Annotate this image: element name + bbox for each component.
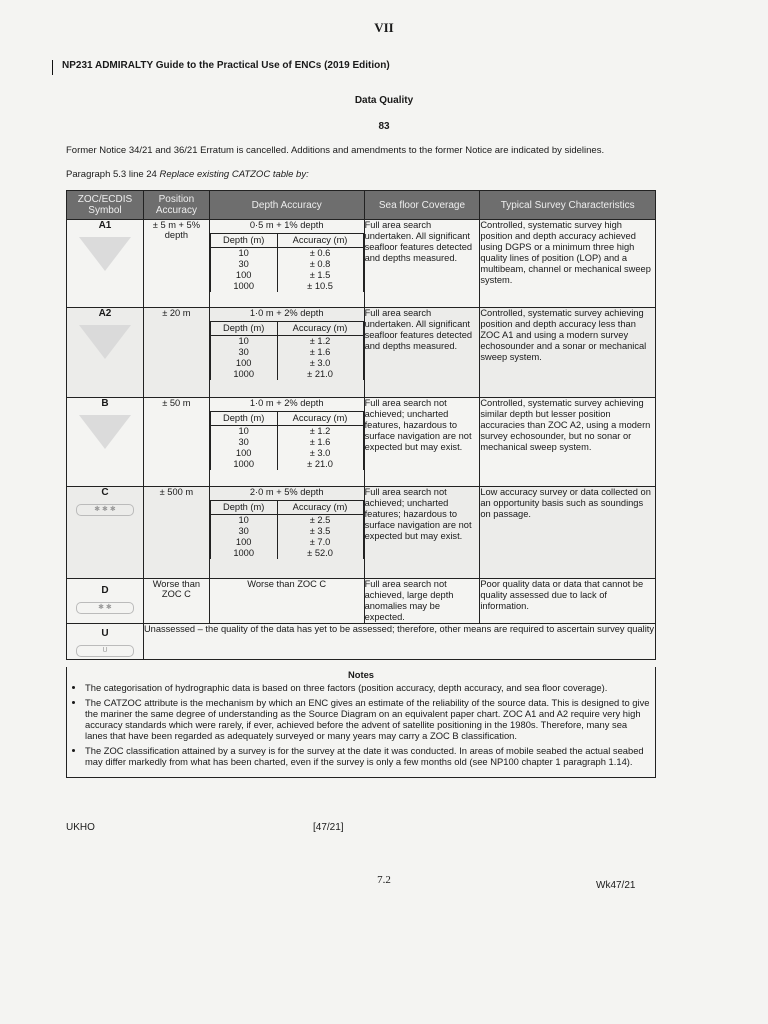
depth-value: 100	[210, 448, 277, 459]
accuracy-value: ± 52.0	[277, 548, 363, 559]
accuracy-value: ± 1.2	[277, 426, 363, 438]
zoc-cell	[67, 308, 144, 398]
depth-formula: 1·0 m + 2% depth	[249, 308, 324, 318]
depth-accuracy-cell	[209, 220, 364, 308]
depth-col-header: Depth (m)	[210, 322, 277, 336]
coverage-cell: Full area search undertaken. All significant seafloor features detected and depths measured.	[364, 220, 480, 308]
zoc-cell	[67, 579, 144, 624]
depth-value: 1000	[210, 548, 277, 559]
table-row-d	[67, 579, 656, 624]
typical-survey-cell: Low accuracy survey or data collected on an opportunity basis such as soundings on passage.	[480, 487, 656, 579]
header-position-accuracy: Position Accuracy	[143, 191, 209, 220]
accuracy-value: ± 21.0	[277, 459, 363, 470]
depth-accuracy-cell	[209, 487, 364, 579]
accuracy-value: ± 1.6	[277, 347, 363, 358]
accuracy-value: ± 0.6	[277, 248, 363, 260]
notes-box	[66, 667, 656, 778]
accuracy-value: ± 1.2	[277, 336, 363, 348]
catzoc-d-icon: ✱ ✱	[76, 602, 134, 614]
table-row-a1	[67, 220, 656, 308]
paragraph-reference	[66, 169, 309, 180]
zoc-label: C	[101, 487, 109, 498]
accuracy-value: ± 7.0	[277, 537, 363, 548]
depth-col-header: Depth (m)	[210, 234, 277, 248]
accuracy-value: ± 1.5	[277, 270, 363, 281]
accuracy-value: ± 10.5	[277, 281, 363, 292]
catzoc-b-icon	[79, 415, 131, 449]
zoc-label: A2	[98, 308, 112, 319]
depth-col-header: Depth (m)	[210, 412, 277, 426]
catzoc-u-icon: U	[76, 645, 134, 657]
accuracy-value: ± 3.0	[277, 358, 363, 369]
depth-formula: 2·0 m + 5% depth	[249, 487, 324, 497]
note-item: • The categorisation of hydrographic data is based on three factors (position accuracy, depth accuracy, and sea floor coverage).	[85, 682, 651, 693]
position-accuracy-cell: ± 5 m + 5% depth	[143, 220, 209, 308]
table-header-row	[67, 191, 656, 220]
catzoc-table	[66, 190, 656, 660]
note-item: • The CATZOC attribute is the mechanism by which an ENC gives an estimate of the reliability of the source data. This is designed to give the mariner the same degree of understanding as the Source Diagram on an equivalent paper chart. ZOC A1 and A2 require very high accuracy standards which were rarely, if ever, achieved before the advent of satellite positioning in the 1980s. Therefore, many sea lanes that have been regarded as adequately surveyed or many years may carry a ZOC B classification.	[85, 697, 651, 741]
depth-value: 30	[210, 259, 277, 270]
catzoc-a1-icon	[79, 237, 131, 271]
table-row-u	[67, 624, 656, 660]
accuracy-col-header: Accuracy (m)	[277, 501, 363, 515]
typical-survey-cell: Controlled, systematic survey high position and depth accuracy achieved using DGPS or a minimum three high quality lines of position (LOP) and a multibeam, channel or mechanical sweep system.	[480, 220, 656, 308]
depth-col-header: Depth (m)	[210, 501, 277, 515]
coverage-cell: Full area search not achieved, large depth anomalies may be expected.	[364, 579, 480, 624]
accuracy-value: ± 1.6	[277, 437, 363, 448]
depth-value: 1000	[210, 369, 277, 380]
depth-value: 10	[210, 248, 277, 260]
table-row-a2	[67, 308, 656, 398]
accuracy-value: ± 3.0	[277, 448, 363, 459]
zoc-cell	[67, 624, 144, 660]
paragraph-reference-instruction: Replace existing CATZOC table by:	[159, 169, 309, 180]
zoc-label: B	[101, 398, 109, 409]
notice-number: 83	[378, 121, 390, 132]
depth-subtable	[210, 411, 364, 470]
document-title: NP231 ADMIRALTY Guide to the Practical Use of ENCs (2019 Edition)	[62, 60, 390, 71]
depth-subtable	[210, 233, 364, 292]
depth-value: 1000	[210, 281, 277, 292]
depth-value: 100	[210, 537, 277, 548]
depth-value: 10	[210, 426, 277, 438]
depth-value: 30	[210, 526, 277, 537]
section-title: Data Quality	[354, 95, 414, 106]
footer-week: Wk47/21	[596, 880, 636, 891]
page-number-roman: VII	[374, 20, 394, 35]
depth-subtable	[210, 500, 364, 559]
zoc-label: U	[101, 628, 109, 639]
accuracy-value: ± 3.5	[277, 526, 363, 537]
depth-value: 100	[210, 270, 277, 281]
depth-subtable	[210, 321, 364, 380]
position-accuracy-cell: Worse than ZOC C	[143, 579, 209, 624]
footer-page-number: 7.2	[377, 874, 391, 886]
unassessed-description: Unassessed – the quality of the data has yet to be assessed; therefore, other means are required to ascertain survey quality	[143, 624, 655, 660]
accuracy-value: ± 21.0	[277, 369, 363, 380]
depth-accuracy-cell: Worse than ZOC C	[209, 579, 364, 624]
position-accuracy-cell: ± 50 m	[143, 398, 209, 487]
depth-value: 1000	[210, 459, 277, 470]
header-zoc-symbol: ZOC/ECDIS Symbol	[67, 191, 144, 220]
notice-reference: [47/21]	[313, 822, 344, 833]
accuracy-value: ± 2.5	[277, 515, 363, 527]
typical-survey-cell: Controlled, systematic survey achieving similar depth but lesser position accuracies than ZOC A2, using a modern survey echosounder, but no sonar or mechanical sweep system.	[480, 398, 656, 487]
amendment-sideline	[52, 60, 53, 75]
notes-title: Notes	[347, 669, 375, 680]
zoc-label: A1	[98, 220, 112, 231]
paragraph-reference-prefix: Paragraph 5.3 line 24	[66, 169, 160, 180]
depth-value: 10	[210, 336, 277, 348]
notes-list	[71, 682, 651, 767]
zoc-cell	[67, 220, 144, 308]
header-typical-survey: Typical Survey Characteristics	[480, 191, 656, 220]
header-seafloor-coverage: Sea floor Coverage	[364, 191, 480, 220]
table-row-c	[67, 487, 656, 579]
depth-formula: 0·5 m + 1% depth	[249, 220, 324, 230]
accuracy-col-header: Accuracy (m)	[277, 322, 363, 336]
depth-accuracy-cell	[209, 398, 364, 487]
notice-text: Former Notice 34/21 and 36/21 Erratum is cancelled. Additions and amendments to the former Notice are indicated by sidelines.	[66, 145, 605, 156]
depth-value: 30	[210, 347, 277, 358]
position-accuracy-cell: ± 500 m	[143, 487, 209, 579]
table-row-b	[67, 398, 656, 487]
header-depth-accuracy: Depth Accuracy	[209, 191, 364, 220]
accuracy-col-header: Accuracy (m)	[277, 412, 363, 426]
zoc-cell	[67, 487, 144, 579]
depth-value: 100	[210, 358, 277, 369]
depth-value: 10	[210, 515, 277, 527]
typical-survey-cell: Controlled, systematic survey achieving position and depth accuracy less than ZOC A1 and using a modern survey echosounder and a sonar or mechanical sweep system.	[480, 308, 656, 398]
depth-value: 30	[210, 437, 277, 448]
position-accuracy-cell: ± 20 m	[143, 308, 209, 398]
coverage-cell: Full area search not achieved; uncharted features, hazardous to surface navigation are not expected but may exist.	[364, 398, 480, 487]
coverage-cell: Full area search not achieved; uncharted features; hazardous to surface navigation are not expected but may exist.	[364, 487, 480, 579]
accuracy-col-header: Accuracy (m)	[277, 234, 363, 248]
accuracy-value: ± 0.8	[277, 259, 363, 270]
catzoc-a2-icon	[79, 325, 131, 359]
typical-survey-cell: Poor quality data or data that cannot be quality assessed due to lack of information.	[480, 579, 656, 624]
publisher-label: UKHO	[66, 822, 95, 833]
note-item: • The ZOC classification attained by a survey is for the survey at the date it was conducted. In areas of mobile seabed the actual seabed may differ markedly from what has been charted, even if the survey is only a few months old (see NP100 chapter 1 paragraph 1.14).	[85, 745, 651, 767]
zoc-cell	[67, 398, 144, 487]
depth-accuracy-cell	[209, 308, 364, 398]
depth-formula: 1·0 m + 2% depth	[249, 398, 324, 408]
catzoc-c-icon: ✱ ✱ ✱	[76, 504, 134, 516]
zoc-label: D	[101, 585, 109, 596]
coverage-cell: Full area search undertaken. All significant seafloor features detected and depths measured.	[364, 308, 480, 398]
